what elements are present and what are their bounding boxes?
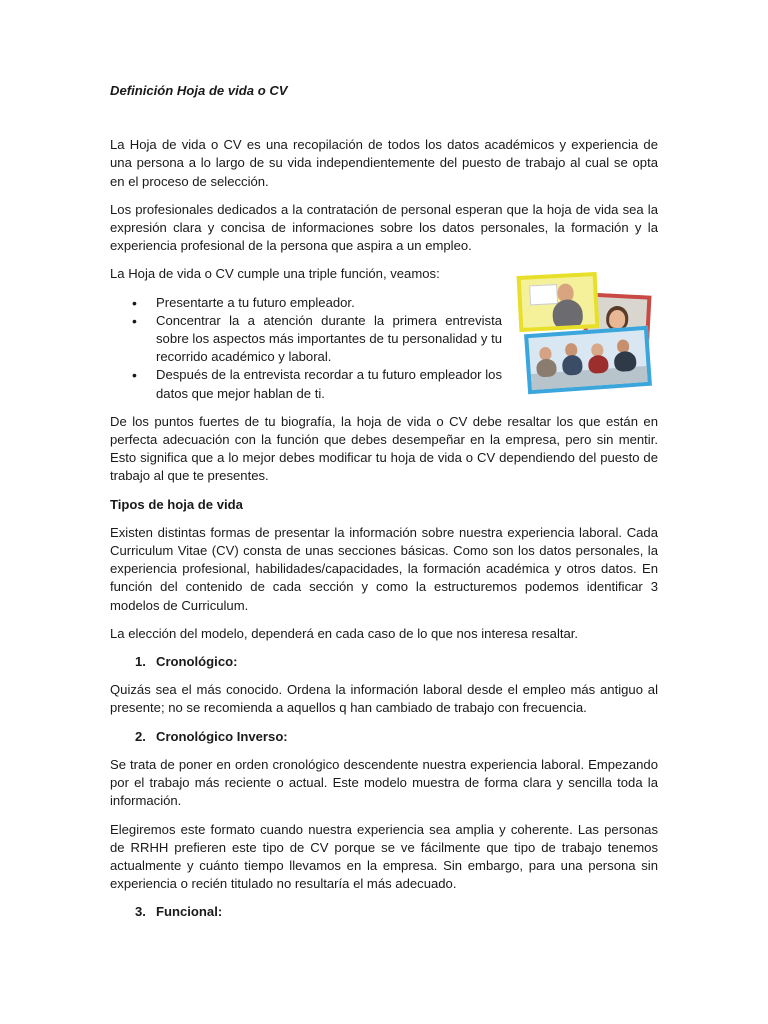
function-list	[110, 294, 502, 403]
section-heading-tipos: Tipos de hoja de vida	[110, 496, 243, 512]
paragraph-definition: La Hoja de vida o CV es una recopilación de todos los datos académicos y experiencia de una persona a lo largo de su vida independientemente del puesto de trabajo al cual se opta en el proceso de selección.	[110, 137, 658, 189]
heading-funcional	[110, 903, 658, 921]
heading-cronologico-inverso	[110, 728, 658, 746]
photo-meeting-group	[524, 326, 652, 395]
heading-number: 1.	[135, 654, 146, 670]
paragraph-cronologico: Quizás sea el más conocido. Ordena la información laboral desde el empleo más antiguo al presente; no se recomienda a aquellos q han cambiado de trabajo con frecuencia.	[110, 682, 658, 716]
paragraph-triple-function: La Hoja de vida o CV cumple una triple función, veamos:	[110, 266, 440, 282]
list-item: • Presentarte a tu futuro empleador.	[110, 294, 502, 312]
heading-label: Cronológico Inverso:	[156, 728, 288, 744]
paragraph-formats: Existen distintas formas de presentar la información sobre nuestra experiencia laboral. Cada Curriculum Vitae (CV) consta de unas secciones básicas. Como son los datos personales, la experiencia profesional, habilidades/capacidades, la formación académica y otros datos. En función del contenido de cada sección y como la estructuremos podemos identificar 3 modelos de Curriculum.	[110, 524, 658, 613]
photo-businessman	[517, 272, 600, 332]
paragraph-professionals: Los profesionales dedicados a la contratación de personal esperan que la hoja de vida sea la expresión clara y concisa de informaciones sobre los datos personales, la formación y la experiencia profesional de la persona que aspira a un empleo.	[110, 201, 658, 254]
heading-number: 3.	[135, 904, 146, 920]
list-item: • Después de la entrevista recordar a tu futuro empleador los datos que mejor hablan de ti.	[110, 366, 502, 402]
paragraph-strengths: De los puntos fuertes de tu biografía, la hoja de vida o CV debe resaltar los que están en perfecta adecuación con la función que debes desempeñar en la empresa, pero sin mentir. Esto significa que a lo mejor debes modificar tu hoja de vida o CV dependiendo del puesto de trabajo al que te presentes.	[110, 413, 658, 484]
heading-number: 2.	[135, 728, 146, 744]
heading-label: Cronológico:	[156, 654, 238, 670]
document-title: Definición Hoja de vida o CV	[110, 83, 288, 98]
photo-collage	[512, 270, 652, 390]
paragraph-inverso-2: Elegiremos este formato cuando nuestra experiencia sea amplia y coherente. Las personas de RRHH prefieren este tipo de CV porque se ve fácilmente que tipo de trabajo tenemos actualmente y cuánto tiempo llevamos en la empresa. Sin embargo, para una persona sin experiencia o recién titulado no resultaría el más adecuado.	[110, 821, 658, 892]
heading-label: Funcional:	[156, 904, 223, 920]
paragraph-choice: La elección del modelo, dependerá en cada caso de lo que nos interesa resaltar.	[110, 625, 579, 641]
paragraph-inverso-1: Se trata de poner en orden cronológico descendente nuestra experiencia laboral. Empezando por el trabajo más reciente o actual. Este modelo muestra de forma clara y sencilla toda la información.	[110, 756, 658, 809]
heading-cronologico	[110, 653, 658, 671]
list-item: • Concentrar la a atención durante la primera entrevista sobre los aspectos más importantes de tu personalidad y tu recorrido académico y laboral.	[110, 312, 502, 367]
